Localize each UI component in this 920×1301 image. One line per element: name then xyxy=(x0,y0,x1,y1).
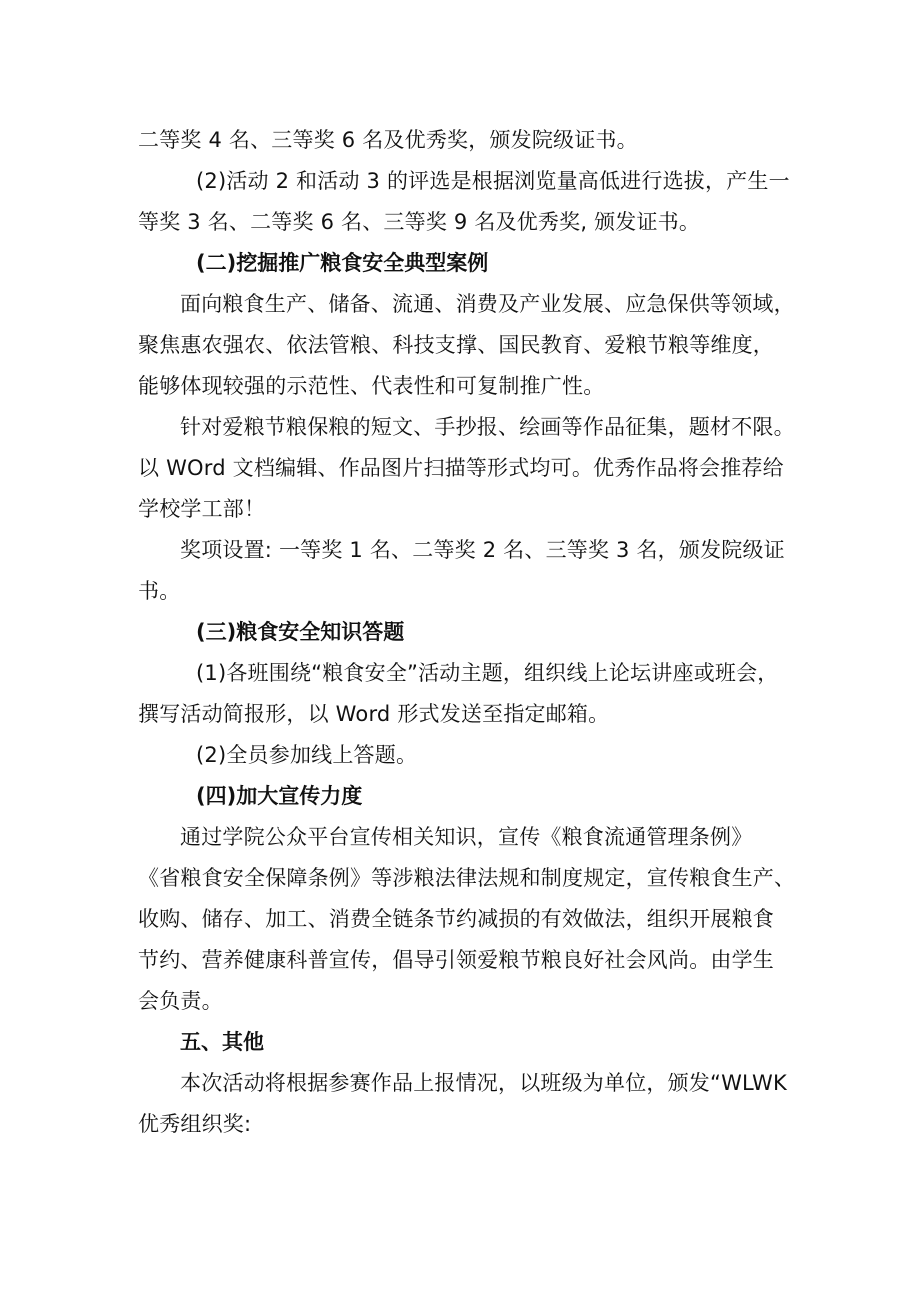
text-line: 节约、营养健康科普宣传，倡导引领爱粮节粮良好社会风尚。由学生 xyxy=(138,948,774,972)
text-line: 《省粮食安全保障条例》等涉粮法律法规和制度规定，宣传粮食生产、 xyxy=(138,866,796,890)
text-line: 以 WOrd 文档编辑、作品图片扫描等形式均可。优秀作品将会推荐给 xyxy=(138,456,784,480)
text-line: 等奖 3 名、二等奖 6 名、三等奖 9 名及优秀奖, 颁发证书。 xyxy=(138,210,701,234)
text-line: 针对爱粮节粮保粮的短文、手抄报、绘画等作品征集，题材不限。 xyxy=(180,415,795,439)
text-line: 二等奖 4 名、三等奖 6 名及优秀奖，颁发院级证书。 xyxy=(138,128,638,152)
text-line: 本次活动将根据参赛作品上报情况，以班级为单位，颁发“WLWK xyxy=(180,1071,787,1095)
section-heading: (四)加大宣传力度 xyxy=(196,784,363,808)
text-line: 聚焦惠农强农、依法管粮、科技支撑、国民教育、爱粮节粮等维度， xyxy=(138,333,774,357)
text-line: 书。 xyxy=(138,579,181,603)
section-heading: (二)挖掘推广粮食安全典型案例 xyxy=(196,251,489,275)
text-line: 能够体现较强的示范性、代表性和可复制推广性。 xyxy=(138,374,605,398)
text-line: 面向粮食生产、储备、流通、消费及产业发展、应急保供等领域， xyxy=(180,292,795,316)
text-line: 会负责。 xyxy=(138,989,223,1013)
text-line: 撰写活动简报形，以 Word 形式发送至指定邮箱。 xyxy=(138,702,610,726)
text-line: 学校学工部！ xyxy=(138,497,266,521)
text-line: 优秀组织奖: xyxy=(138,1112,252,1136)
section-heading: (三)粮食安全知识答题 xyxy=(196,620,405,644)
text-line: 收购、储存、加工、消费全链条节约减损的有效做法，组织开展粮食 xyxy=(138,907,774,931)
text-line: (2)活动 2 和活动 3 的评选是根据浏览量高低进行选拔，产生一 xyxy=(196,169,790,193)
document-page xyxy=(138,120,798,1145)
section-heading: 五、其他 xyxy=(180,1030,264,1054)
text-line: (1)各班围绕“粮食安全”活动主题，组织线上论坛讲座或班会， xyxy=(196,661,779,685)
text-line: 奖项设置: 一等奖 1 名、二等奖 2 名、三等奖 3 名，颁发院级证 xyxy=(180,538,785,562)
text-line: 通过学院公众平台宣传相关知识，宣传《粮食流通管理条例》 xyxy=(180,825,753,849)
text-line: (2)全员参加线上答题。 xyxy=(196,743,418,767)
